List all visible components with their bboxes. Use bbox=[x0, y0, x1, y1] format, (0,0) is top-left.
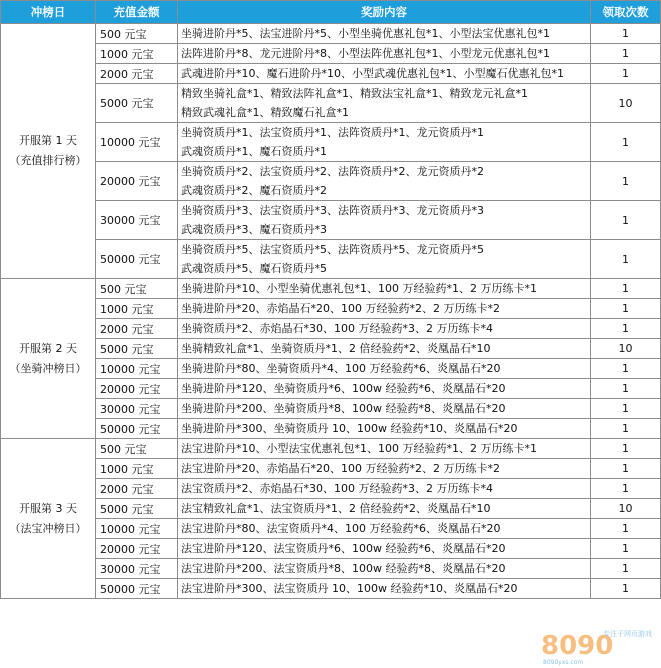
count-cell: 1 bbox=[591, 579, 661, 599]
count-cell: 1 bbox=[591, 279, 661, 299]
amount-cell: 10000 元宝 bbox=[96, 359, 178, 379]
table-row bbox=[1, 499, 661, 519]
reward-cell bbox=[178, 419, 591, 439]
reward-line: 坐骑资质丹*2、法宝资质丹*2、法阵资质丹*2、龙元资质丹*2 bbox=[181, 165, 484, 178]
amount-cell: 500 元宝 bbox=[96, 24, 178, 44]
reward-line: 坐骑资质丹*5、法宝资质丹*5、法阵资质丹*5、龙元资质丹*5 bbox=[181, 243, 484, 256]
reward-line: 武魂资质丹*1、魔石资质丹*1 bbox=[181, 145, 327, 158]
amount-cell: 10000 元宝 bbox=[96, 123, 178, 162]
table-row bbox=[1, 579, 661, 599]
amount-cell: 20000 元宝 bbox=[96, 162, 178, 201]
count-cell: 1 bbox=[591, 64, 661, 84]
reward-line: 坐骑进阶丹*300、坐骑资质丹 10、100w 经验药*10、炎凰晶石*20 bbox=[181, 422, 518, 435]
count-cell: 1 bbox=[591, 379, 661, 399]
reward-line: 法宝进阶丹*20、赤焰晶石*20、100 万经验药*2、2 万历练卡*2 bbox=[181, 462, 500, 475]
amount-cell: 50000 元宝 bbox=[96, 579, 178, 599]
amount-cell: 50000 元宝 bbox=[96, 419, 178, 439]
count-cell: 1 bbox=[591, 123, 661, 162]
reward-line: 坐骑进阶丹*5、法宝进阶丹*5、小型坐骑优惠礼包*1、小型法宝优惠礼包*1 bbox=[181, 27, 550, 40]
amount-cell: 2000 元宝 bbox=[96, 64, 178, 84]
watermark-text: 8090 bbox=[541, 631, 614, 661]
amount-cell: 1000 元宝 bbox=[96, 299, 178, 319]
rank-day-line: （法宝冲榜日） bbox=[9, 521, 87, 535]
reward-cell bbox=[178, 499, 591, 519]
table-row bbox=[1, 379, 661, 399]
table-row bbox=[1, 201, 661, 240]
table-header-row bbox=[1, 1, 661, 24]
reward-cell bbox=[178, 519, 591, 539]
count-cell: 1 bbox=[591, 479, 661, 499]
table-row bbox=[1, 162, 661, 201]
reward-line: 精致坐骑礼盒*1、精致法阵礼盒*1、精致法宝礼盒*1、精致龙元礼盒*1 bbox=[181, 87, 528, 100]
table-row bbox=[1, 359, 661, 379]
amount-cell: 1000 元宝 bbox=[96, 459, 178, 479]
reward-line: 法宝进阶丹*80、法宝资质丹*4、100 万经验药*6、炎凰晶石*20 bbox=[181, 522, 501, 535]
reward-line: 坐骑进阶丹*200、坐骑资质丹*8、100w 经验药*8、炎凰晶石*20 bbox=[181, 402, 506, 415]
reward-line: 坐骑资质丹*1、法宝资质丹*1、法阵资质丹*1、龙元资质丹*1 bbox=[181, 126, 484, 139]
header-reward: 奖励内容 bbox=[178, 1, 591, 24]
reward-line: 法宝进阶丹*120、法宝资质丹*6、100w 经验药*6、炎凰晶石*20 bbox=[181, 542, 506, 555]
reward-cell bbox=[178, 379, 591, 399]
amount-cell: 30000 元宝 bbox=[96, 201, 178, 240]
count-cell: 10 bbox=[591, 339, 661, 359]
reward-line: 法宝进阶丹*300、法宝资质丹 10、100w 经验药*10、炎凰晶石*20 bbox=[181, 582, 518, 595]
reward-line: 坐骑精致礼盒*1、坐骑资质丹*1、2 倍经验药*2、炎凰晶石*10 bbox=[181, 342, 491, 355]
header-rank-day: 冲榜日 bbox=[1, 1, 96, 24]
table-row bbox=[1, 339, 661, 359]
table-row bbox=[1, 419, 661, 439]
table-body bbox=[1, 24, 661, 599]
table-row bbox=[1, 479, 661, 499]
reward-cell bbox=[178, 240, 591, 279]
reward-line: 武魂进阶丹*10、魔石进阶丹*10、小型武魂优惠礼包*1、小型魔石优惠礼包*1 bbox=[181, 67, 564, 80]
count-cell: 1 bbox=[591, 201, 661, 240]
reward-line: 武魂资质丹*5、魔石资质丹*5 bbox=[181, 262, 327, 275]
reward-cell bbox=[178, 459, 591, 479]
reward-cell bbox=[178, 84, 591, 123]
count-cell: 1 bbox=[591, 24, 661, 44]
amount-cell: 1000 元宝 bbox=[96, 44, 178, 64]
reward-cell bbox=[178, 439, 591, 459]
reward-line: 法阵进阶丹*8、龙元进阶丹*8、小型法阵优惠礼包*1、小型龙元优惠礼包*1 bbox=[181, 47, 550, 60]
amount-cell: 50000 元宝 bbox=[96, 240, 178, 279]
reward-line: 坐骑进阶丹*10、小型坐骑优惠礼包*1、100 万经验药*1、2 万历练卡*1 bbox=[181, 282, 537, 295]
site-watermark-logo bbox=[539, 624, 659, 666]
reward-cell bbox=[178, 24, 591, 44]
amount-cell: 20000 元宝 bbox=[96, 379, 178, 399]
count-cell: 1 bbox=[591, 539, 661, 559]
reward-cell bbox=[178, 359, 591, 379]
amount-cell: 2000 元宝 bbox=[96, 479, 178, 499]
table-row bbox=[1, 319, 661, 339]
reward-cell bbox=[178, 479, 591, 499]
header-amount: 充值金额 bbox=[96, 1, 178, 24]
amount-cell: 5000 元宝 bbox=[96, 84, 178, 123]
reward-line: 坐骑进阶丹*80、坐骑资质丹*4、100 万经验药*6、炎凰晶石*20 bbox=[181, 362, 501, 375]
count-cell: 1 bbox=[591, 399, 661, 419]
count-cell: 1 bbox=[591, 559, 661, 579]
table-row bbox=[1, 439, 661, 459]
rank-day-cell bbox=[1, 279, 96, 439]
reward-cell bbox=[178, 579, 591, 599]
table-row bbox=[1, 559, 661, 579]
watermark-text: 专注于网页游戏 bbox=[603, 630, 652, 638]
reward-cell bbox=[178, 299, 591, 319]
count-cell: 10 bbox=[591, 499, 661, 519]
table-row bbox=[1, 64, 661, 84]
reward-line: 武魂资质丹*2、魔石资质丹*2 bbox=[181, 184, 327, 197]
amount-cell: 30000 元宝 bbox=[96, 399, 178, 419]
count-cell: 1 bbox=[591, 299, 661, 319]
count-cell: 1 bbox=[591, 162, 661, 201]
reward-line: 坐骑资质丹*2、赤焰晶石*30、100 万经验药*3、2 万历练卡*4 bbox=[181, 322, 493, 335]
count-cell: 1 bbox=[591, 319, 661, 339]
table-row bbox=[1, 299, 661, 319]
table-row bbox=[1, 240, 661, 279]
rank-day-line: （充值排行榜） bbox=[9, 154, 87, 167]
reward-cell bbox=[178, 279, 591, 299]
reward-cell bbox=[178, 559, 591, 579]
amount-cell: 500 元宝 bbox=[96, 279, 178, 299]
reward-cell bbox=[178, 44, 591, 64]
table-row bbox=[1, 84, 661, 123]
rank-day-line: 开服第 2 天 bbox=[19, 341, 77, 355]
amount-cell: 10000 元宝 bbox=[96, 519, 178, 539]
reward-cell bbox=[178, 201, 591, 240]
amount-cell: 2000 元宝 bbox=[96, 319, 178, 339]
count-cell: 1 bbox=[591, 439, 661, 459]
reward-cell bbox=[178, 539, 591, 559]
count-cell: 1 bbox=[591, 419, 661, 439]
rank-day-line: （坐骑冲榜日） bbox=[9, 361, 87, 375]
table-row bbox=[1, 399, 661, 419]
rank-day-cell bbox=[1, 439, 96, 599]
table-row bbox=[1, 24, 661, 44]
reward-line: 法宝进阶丹*200、法宝资质丹*8、100w 经验药*8、炎凰晶石*20 bbox=[181, 562, 506, 575]
count-cell: 1 bbox=[591, 240, 661, 279]
count-cell: 1 bbox=[591, 44, 661, 64]
count-cell: 1 bbox=[591, 359, 661, 379]
reward-line: 精致武魂礼盒*1、精致魔石礼盒*1 bbox=[181, 106, 349, 119]
header-count: 领取次数 bbox=[591, 1, 661, 24]
amount-cell: 30000 元宝 bbox=[96, 559, 178, 579]
table-row bbox=[1, 279, 661, 299]
table-row bbox=[1, 123, 661, 162]
count-cell: 10 bbox=[591, 84, 661, 123]
reward-cell bbox=[178, 64, 591, 84]
amount-cell: 20000 元宝 bbox=[96, 539, 178, 559]
count-cell: 1 bbox=[591, 519, 661, 539]
amount-cell: 500 元宝 bbox=[96, 439, 178, 459]
reward-cell bbox=[178, 399, 591, 419]
table-row bbox=[1, 459, 661, 479]
reward-line: 坐骑进阶丹*120、坐骑资质丹*6、100w 经验药*6、炎凰晶石*20 bbox=[181, 382, 506, 395]
reward-line: 法宝进阶丹*10、小型法宝优惠礼包*1、100 万经验药*1、2 万历练卡*1 bbox=[181, 442, 537, 455]
watermark-text: 8090yxs.com bbox=[543, 659, 584, 666]
reward-cell bbox=[178, 123, 591, 162]
table-row bbox=[1, 44, 661, 64]
amount-cell: 5000 元宝 bbox=[96, 499, 178, 519]
reward-line: 法宝精致礼盒*1、法宝资质丹*1、2 倍经验药*2、炎凰晶石*10 bbox=[181, 502, 491, 515]
reward-cell bbox=[178, 319, 591, 339]
count-cell: 1 bbox=[591, 459, 661, 479]
reward-cell bbox=[178, 339, 591, 359]
table-row bbox=[1, 539, 661, 559]
reward-line: 武魂资质丹*3、魔石资质丹*3 bbox=[181, 223, 327, 236]
reward-cell bbox=[178, 162, 591, 201]
reward-line: 坐骑进阶丹*20、赤焰晶石*20、100 万经验药*2、2 万历练卡*2 bbox=[181, 302, 500, 315]
table-row bbox=[1, 519, 661, 539]
rank-day-line: 开服第 1 天 bbox=[19, 134, 77, 147]
reward-line: 坐骑资质丹*3、法宝资质丹*3、法阵资质丹*3、龙元资质丹*3 bbox=[181, 204, 484, 217]
rank-day-cell bbox=[1, 24, 96, 279]
reward-line: 法宝资质丹*2、赤焰晶石*30、100 万经验药*3、2 万历练卡*4 bbox=[181, 482, 493, 495]
rank-day-line: 开服第 3 天 bbox=[19, 501, 77, 515]
amount-cell: 5000 元宝 bbox=[96, 339, 178, 359]
